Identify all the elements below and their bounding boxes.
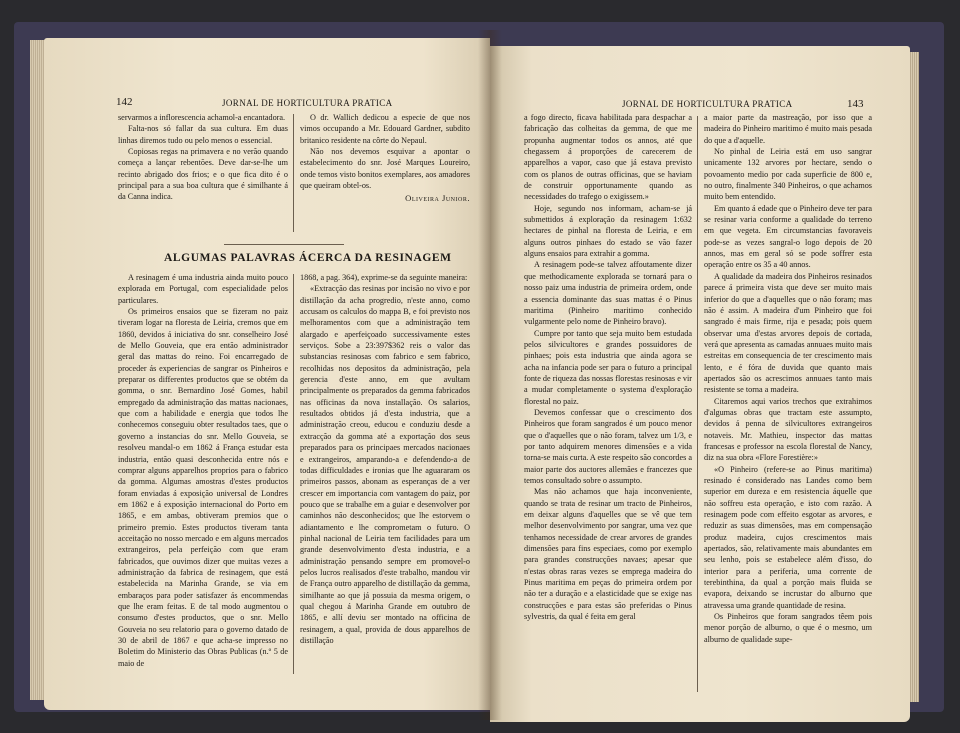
- paragraph: «O Pinheiro (refere-se ao Pinus maritima) resinado é considerado nas Landes como bem superior em dureza e em resistencia áquelle que não soffreu esta operação, e isto com razão. A resinagem pode com effeito esgotar as arvores, e reduzir as suas dimensões, mas em compensação produz madeira, cujos crescimentos mais apertados, são, relativamente mais abundantes em seu lenho, pois se estabelece além d'isso, do interior para a periferia, uma corrente de terebinthina, da qual a porção mais fluida se evapora, deixando se incrustar do alburno que atravessa uma grande quantidade de resina.: [704, 464, 872, 610]
- page-number: 143: [847, 98, 864, 110]
- paragraph: Cumpre por tanto que seja muito bem estudada pelos silvicultores e grandes possuidores de pinhaes; pois esta industria que ainda agora se acha na infancia pode ser para o futuro a principal fonte de riqueza das nossas florestas resinosas e vir a mudar completamente o systema d'exploração florestal no paiz.: [524, 328, 692, 406]
- paragraph: «Extracção das resinas por incisão no vivo e por distillação da acha progredio, n'este anno, como accusam os calculos do mappa B, e foi previsto nos melhoramentos com que a administração tem alargado e aperfeiçoado successivamente estes serviços. Sobe a 23:397$362 reis o valor das substancias resinosas com fabrico e sem fabrico, recolhidas nos depositos da administração, pela gerencia d'este anno, em que avultam principalmente os preparados da gemma fabricados nas officinas da nova installação. Os salarios, resultados obtidos já d'esta industria, que a administração creou, educou e conduziu desde a extracção da gomma até a exportação dos seus preparados para os principaes mercados nacionaes e extrangeiros, amparando-a e defendendo-a de todas difficuldades e ironias que lhe aguararam os primeiros passos, abonam as esperanças de a ver crescer em importancia com vantagem do paiz, por pouco que se trabalhe em a guiar e desenvolver por caminhos não desconhecidos; que lhe estorvem o adiantamento e lhe comprometam o futuro. O pinhal nacional de Leiria tem facilidades para um grande desenvolvimento d'esta industria, e a administração pensando sempre em promovel-o pelos lucros realisados d'este trabalho, mandou vir de França outro apparelho de distillação da gemma, similhante ao que já possuia da mesma origem, o qual chegou á Marinha Grande em outubro de 1865, e allí deviu ser montado na officina de resinagem, a qual, provida de dous apparelhos de distillação: [300, 284, 470, 645]
- running-head: JORNAL DE HORTICULTURA PRATICA: [622, 99, 793, 109]
- running-head: JORNAL DE HORTICULTURA PRATICA: [222, 98, 393, 108]
- article-title: ALGUMAS PALAVRAS ÁCERCA DA RESINAGEM: [164, 252, 452, 264]
- paragraph: Não nos devemos esquivar a apontar o estabelecimento do snr. José Marques Loureiro, onde temos visto bonitos exemplares, aos amadores que queiram obtel-os.: [300, 147, 470, 191]
- right-page: [490, 46, 910, 722]
- article-column-2: [300, 272, 470, 682]
- paragraph: 1868, a pag. 364), exprime-se da seguinte maneira:: [300, 273, 468, 282]
- left-page: [44, 38, 490, 710]
- separator-rule: [224, 244, 344, 245]
- book-gutter: [478, 30, 502, 720]
- paragraph: Citaremos aqui varios trechos que extrahimos d'algumas obras que tractam este assumpto, devidos á penna de silvicultores extrangeiros notaveis. Mr. Mathieu, inspector das mattas francesas e professor na escola florestal de Nancy, diz na sua obra «Flore Forestière:»: [704, 396, 872, 463]
- paragraph: servarmos a inflorescencia achamol-a encantadora.: [118, 113, 286, 122]
- paragraph: Os primeiros ensaios que se fizeram no paiz tiveram logar na floresta de Leiria, cremos que em 1860, devidos á iniciativa do snr. conselheiro José de Mello Gouveia, que era então administrador geral das mattas do reino. Foi encarregado de proceder ás experiencias de sangrar os Pinheiros e preparar os differentes productos que se obtém da gomma, o snr. Bernardino José Gomes, habil empregado da administração das mattas nacionaes, que com a habilidade e energia que todos lhe conhecemos conseguiu obter resultados taes, que o governo a instancias do snr. Mello Gouveia, se resolveu mandal-o em 1862 á França estudar esta industria, então quasi desconhecida entre nós e comprar alguns apparelhos proprios para o fabrico da gomma. Algumas amostras d'estes productos foram enviadas á exposição universal de Londres em 1862 e á exposição internacional do Porto em 1865, e em ambas, obtiveram premios que o primeiro premio. Estes productos tiveram tanta acceitação no nosso mercado e em alguns mercados extrangeiros, pela perfeição com que eram fabricados, que ouvimos dizer que muitas vezes a administração da fabrica de resinagem, que está estabelecida na Marinha Grande, se via em embaraços para poder satisfazer ás encommendas que lhe eram feitas. E de tal modo augmentou o consumo d'estes productos, que o snr. Mello Gouveia no seu relatorio para o governo datado de 30 de abril de 1867 e que acha-se impresso no Boletim do Ministerio das Obras Publicas (n.º 5 de maio de: [118, 307, 288, 668]
- paragraph: A qualidade da madeira dos Pinheiros resinados parece á primeira vista que deve ser muito mais inferior do que a d'aquelles que o não foram; mas não é assim. A madeira d'um Pinheiro que foi sangrado é mais firme, rija e pesada; pois quem observar uma d'estas arvores depois de cortada, verá que apresenta as camadas annuaes muito mais estreitas em consequencia de ter crescimento mais lento, e é fóra de duvida que quanto mais apertados são os acrescimos annuaes tanto mais resistente se torna a madeira.: [704, 271, 872, 395]
- paragraph: Mas não achamos que haja inconveniente, quando se trata de resinar um tracto de Pinheiros, em deixar alguns d'aquelles que se vê que tem melhor desenvolvimento por sangrar, uma vez que tenhamos necessidade de crear arvores de grandes dimensões para fins especiaes, como por exemplo para grandes construcções navaes; apesar que n'estas obras raras vezes se emprega madeira do Pinus maritima em peças do primeira ordem por não ter a duração e a elasticidade que se exige nas construcções e para estas são preferidas o Pinus sylvestris, da qual é feita em geral: [524, 487, 692, 622]
- column-rule: [293, 274, 294, 674]
- article-column-1: [118, 272, 288, 682]
- paragraph: Em quanto á edade que o Pinheiro deve ter para se resinar varia conforme a qualidade do terreno em que vegeta. Em circumstancias favoraveis pode-se as vezes sangral-o logo depois de 20 annos, mas em geral só se pode soffrer esta operação entre os 35 a 40 annos.: [704, 203, 872, 270]
- paragraph: Copiosas regas na primavera e no verão quando começa a lançar rebentões. Deve dar-se-lhe um recinto abrigado dos frios; e o que fica dito é o principal para a sua boa cultura que é similhante á da Canna indica.: [118, 147, 288, 202]
- page-number: 142: [116, 96, 133, 108]
- paragraph: Devemos confessar que o crescimento dos Pinheiros que foram sangrados é um pouco menor que o d'aquelles que o não foram, talvez um 1/3, e por tanto adquirem menores dimensões e a vida torna-se mais curta. A este respeito são concordes a maior parte dos auctores allemães e francezes que temos consultado sobre o assumpto.: [524, 407, 693, 485]
- top-column-2: [300, 112, 470, 240]
- signature: Oliveira Junior.: [405, 193, 470, 204]
- paragraph: a maior parte da mastreação, por isso que a madeira do Pinheiro maritimo é muito mais pesada do que a d'aquelle.: [704, 113, 872, 145]
- column-rule: [697, 116, 698, 692]
- paragraph: a fogo directo, ficava habilitada para despachar a fabricação das colheitas da gemma, de que me propunha augmentar todos os annos, até que chegassem á proporções de carecerem de apparelhos a vapor, caso que já estava previsto com os planos de outras officinas, que se haviam de construir opportunamente quando as necessidades do trafego o exigissem.»: [524, 113, 692, 202]
- article-column-1: [524, 112, 692, 698]
- paragraph: O dr. Wallich dedicou a especie de que nos vimos occupando a Mr. Edouard Gardner, subdito britanico residente na côrte do Nepaul.: [300, 113, 470, 145]
- paragraph: Falta-nos só fallar da sua cultura. Em duas linhas diremos tudo ou pelo menos o essencial.: [118, 124, 288, 145]
- article-column-2: [704, 112, 872, 698]
- paragraph: A resinagem é uma industria ainda muito pouco explorada em Portugal, com especialidade pelos particulares.: [118, 273, 288, 305]
- paragraph: Hoje, segundo nos informam, acham-se já submettidos á exploração da resinagem 1:632 hectares de pinhal na floresta de Leiria, e em alguns outros pinhaes do estado se vão fazer alguns ensaios para extrahir a gomma.: [524, 203, 692, 259]
- paragraph: Os Pinheiros que foram sangrados têem pois menor porção de alburno, o que é o mesmo, um alburno de qualidade supe-: [704, 612, 872, 644]
- paragraph: No pinhal de Leiria está em uso sangrar unicamente 132 arvores por hectare, sendo o povoamento medio por cada superficie de 800 e, no outro, finalmente 340 Pinheiros, o que achamos muito bem entendido.: [704, 147, 872, 202]
- column-rule: [293, 114, 294, 232]
- top-column-1: [118, 112, 288, 240]
- paragraph: A resinagem pode-se talvez affoutamente dizer que methodicamente explorada se tornará para o nosso paiz uma industria de primeira ordem, onde a essencia dominante das suas mattas é o Pinus maritima (Pinheiro maritimo conhecido vulgarmente pelo nome de Pinheiro bravo).: [524, 260, 692, 327]
